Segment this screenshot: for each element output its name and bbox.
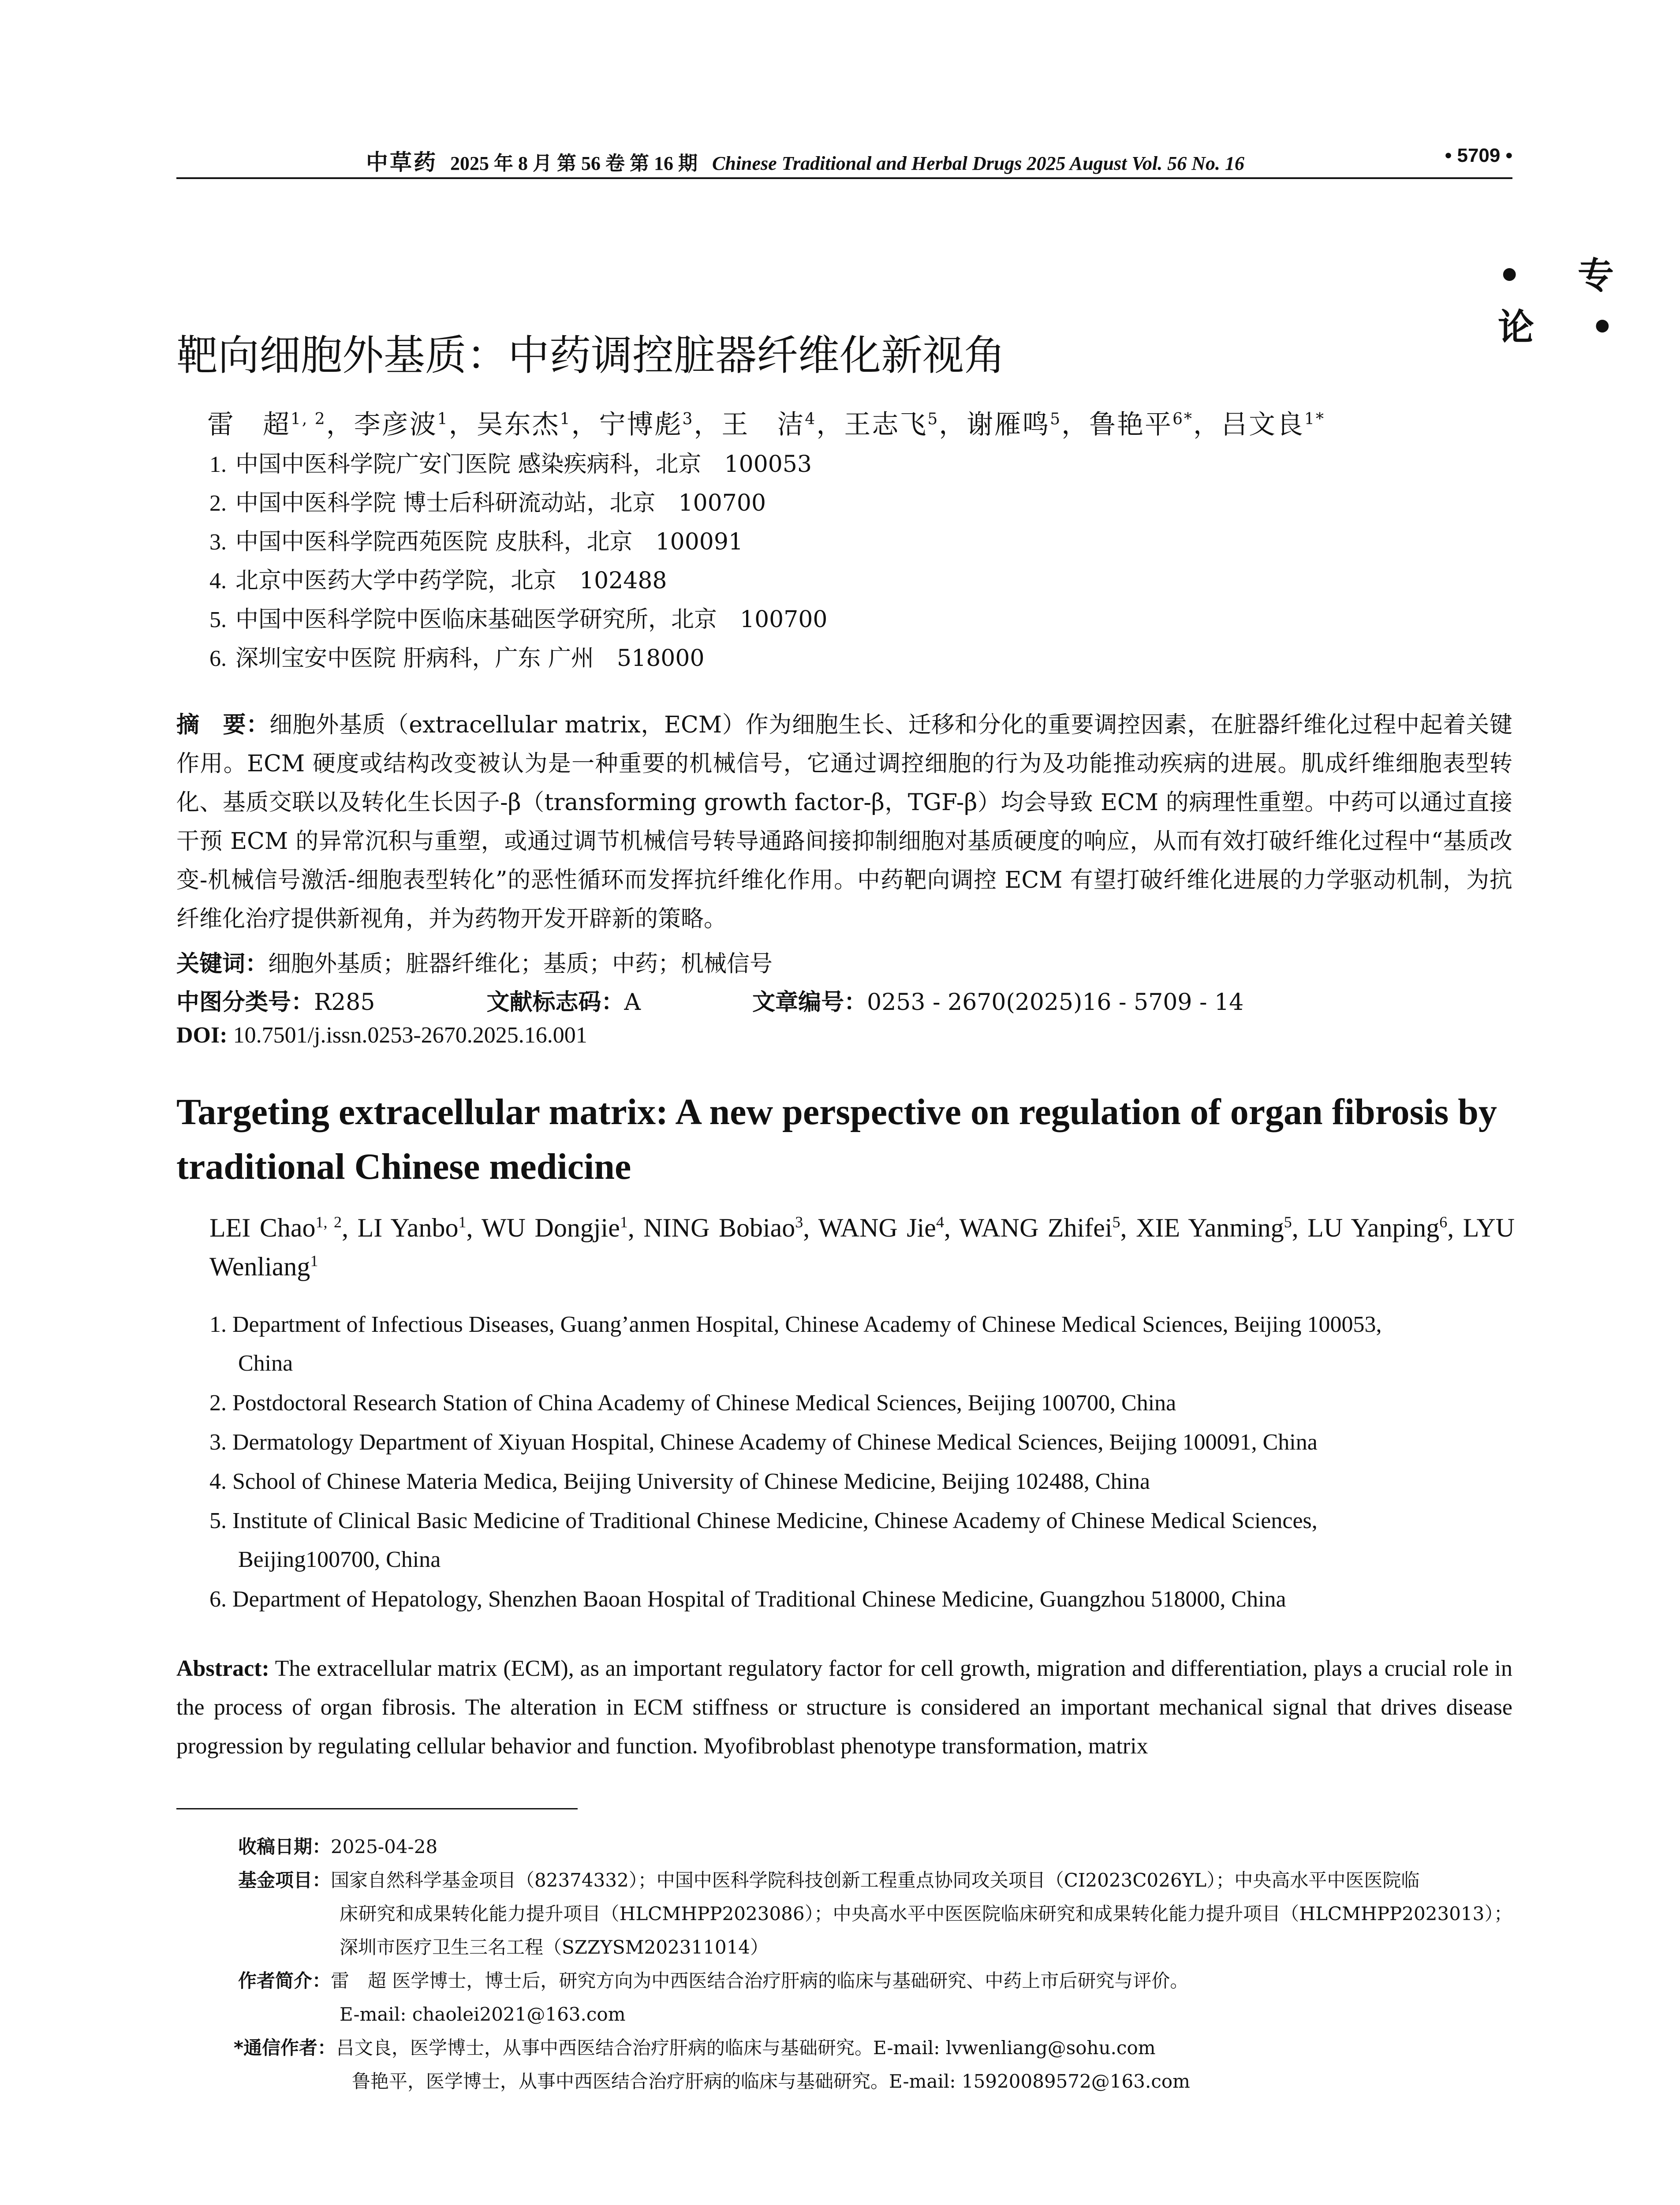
affiliation-cn (209, 639, 705, 673)
author-affiliation-mark: 1 (620, 1213, 628, 1231)
page-number: • 5709 • (1445, 145, 1512, 166)
author-affiliation-mark: 5 (1112, 1213, 1120, 1231)
author-affiliation-mark: 3 (682, 410, 694, 428)
affiliation-number: 5. (209, 607, 227, 632)
author: 宁博彪 (599, 409, 683, 440)
affiliation-text: 深圳宝安中医院 肝病科，广东 广州 518000 (235, 645, 705, 672)
affiliation-cn (209, 523, 743, 556)
journal-name-en: Chinese Traditional and Herbal Drugs 2025 August Vol. 56 No. 16 (712, 153, 1244, 174)
author-email: E-mail: chaolei2021@163.com (340, 2003, 626, 2025)
corr-2: 鲁艳平，医学博士，从事中西医结合治疗肝病的临床与基础研究。E-mail: 15920089572@163.com (352, 2070, 1190, 2092)
title-cn: 靶向细胞外基质：中药调控脏器纤维化新视角 (176, 332, 1006, 380)
affiliation-cn (209, 601, 828, 634)
doc-value: A (624, 989, 641, 1016)
doc-label: 文献标志码： (486, 989, 624, 1016)
affiliation-number: 2. (209, 491, 227, 516)
authors-cn: 雷 超$^{1, 2}$，李彦波$^1$，吴东杰$^1$，宁博彪$^3$，王 洁$^4$，王志飞$^5$，谢雁鸣$^5$，鲁艳平$^{6*}$，吕文良$^{1*}$ (207, 409, 1325, 440)
clc-value: R285 (314, 989, 375, 1016)
author-affiliation-mark: 5 (927, 410, 939, 428)
fund-first: 国家自然科学基金项目（82374332）；中国中医科学院科技创新工程重点协同攻关项目（CI2023C026YL）；中央高水平中医医院临 (331, 1869, 1420, 1891)
affiliation-en-text: 5. Institute of Clinical Basic Medicine of Traditional Chinese Medicine, Chinese Academy of Chinese Medical Sciences, (209, 1508, 1318, 1533)
affiliation-text: 中国中医科学院 博士后科研流动站，北京 100700 (235, 490, 766, 516)
abstract-en (176, 1649, 1512, 1766)
author: LYU Wenliang (209, 1213, 1515, 1281)
author-text: 雷 超 医学博士，博士后，研究方向为中西医结合治疗肝病的临床与基础研究、中药上市后研究与评价。 (331, 1970, 1189, 1992)
affiliation-text: 中国中医科学院西苑医院 皮肤科，北京 100091 (235, 529, 743, 555)
doi-label: DOI: (176, 1023, 228, 1048)
author: WANG Jie (818, 1213, 936, 1242)
affiliation-en (209, 1423, 1515, 1462)
affiliation-en-continued: China (238, 1351, 293, 1376)
footnote-author (238, 1964, 1512, 2031)
author-affiliation-mark: 1 (310, 1252, 318, 1270)
author-affiliation-mark: 1 (437, 410, 449, 428)
article-value: 0253 - 2670(2025)16 - 5709 - 14 (867, 989, 1244, 1016)
affiliation-number: 4. (209, 568, 227, 594)
author-affiliation-mark: 6* (1172, 410, 1194, 428)
affiliation-en-continued: Beijing100700, China (238, 1547, 441, 1572)
fund-label: 基金项目： (238, 1869, 331, 1891)
author-affiliation-mark: 5 (1050, 410, 1062, 428)
author-affiliation-mark: 1, 2 (315, 1213, 342, 1231)
author: LU Yanping (1307, 1213, 1440, 1242)
keywords-cn-label: 关键词： (176, 951, 269, 977)
author-affiliation-mark: 1 (458, 1213, 467, 1231)
author: 谢雁鸣 (967, 409, 1050, 440)
running-header (176, 145, 1512, 180)
affiliation-en-text: 6. Department of Hepatology, Shenzhen Baoan Hospital of Traditional Chinese Medicine, Guangzhou 518000, China (209, 1587, 1286, 1612)
received-label: 收稿日期： (238, 1836, 331, 1857)
journal-name-cn: 中草药 (366, 149, 437, 175)
author: WANG Zhifei (959, 1213, 1113, 1242)
abstract-en-label: Abstract: (176, 1656, 269, 1681)
author: XIE Yanming (1136, 1213, 1284, 1242)
affiliation-number: 3. (209, 530, 227, 555)
author: NING Bobiao (643, 1213, 795, 1242)
keywords-cn-text: 细胞外基质；脏器纤维化；基质；中药；机械信号 (268, 951, 773, 977)
corr-label: *通信作者： (234, 2037, 336, 2059)
doi-value: 10.7501/j.issn.0253-2670.2025.16.001 (233, 1023, 587, 1048)
issue-cn: 2025 年 8 月 第 56 卷 第 16 期 (450, 153, 698, 174)
doi-line (176, 1022, 587, 1048)
footnote-fund (238, 1864, 1512, 1964)
author: 雷 超 (207, 409, 291, 440)
keywords-cn (176, 945, 1512, 983)
author-affiliation-mark: 5 (1284, 1213, 1292, 1231)
affiliation-en-text: 1. Department of Infectious Diseases, Guang’anmen Hospital, Chinese Academy of Chinese Medical Sciences, Beijing 100053, (209, 1312, 1382, 1337)
authors-en: LEI Chao$^{1, 2}$, LI Yanbo$^1$, WU Dongjie$^1$, NING Bobiao$^3$, WANG Jie$^4$, WANG Zhifei$^5$, XIE Yanming$^5$, LU Yanping$^6$, LYU Wenliang$^1$ (209, 1213, 1515, 1281)
author: 吴东杰 (476, 409, 560, 440)
author-affiliation-mark: 3 (795, 1213, 803, 1231)
affiliation-en-text: 4. School of Chinese Materia Medica, Beijing University of Chinese Medicine, Beijing 102488, China (209, 1469, 1150, 1494)
footnote-corresponding (234, 2031, 1508, 2098)
abstract-cn-label: 摘 要： (176, 712, 269, 738)
received-date: 2025-04-28 (331, 1836, 438, 1857)
author: LEI Chao (209, 1213, 316, 1242)
affiliation-en-text: 2. Postdoctoral Research Station of China Academy of Chinese Medical Sciences, Beijing 100700, China (209, 1390, 1176, 1416)
affiliation-en (209, 1384, 1515, 1423)
author: 鲁艳平 (1089, 409, 1173, 440)
affiliation-text: 中国中医科学院广安门医院 感染疾病科，北京 100053 (235, 451, 812, 478)
meta-line (176, 983, 1243, 1017)
abstract-en-text: The extracellular matrix (ECM), as an important regulatory factor for cell growth, migration and differentiation, plays a crucial role in the process of organ fibrosis. The alteration in ECM stiffness or structure is considered an important mechanical signal that drives disease progression by regulating cellular behavior and function. Myofibroblast phenotype transformation, matrix (176, 1656, 1512, 1759)
author: 吕文良 (1221, 409, 1305, 440)
affiliation-en (209, 1305, 1515, 1383)
column-label: • 专 论 • (1498, 254, 1636, 348)
author-affiliation-mark: 6 (1439, 1213, 1448, 1231)
author: LI Yanbo (357, 1213, 459, 1242)
abstract-cn-text: 细胞外基质（extracellular matrix，ECM）作为细胞生长、迁移和分化的重要调控因素，在脏器纤维化过程中起着关键作用。ECM 硬度或结构改变被认为是一种重要的机械信号，它通过调控细胞的行为及功能推动疾病的进展。肌成纤维细胞表型转化、基质交联以及转化生长因子-β（transforming growth factor-β，TGF-β）均会导致 ECM 的病理性重塑。中药可以通过直接干预 ECM 的异常沉积与重塑，或通过调节机械信号转导通路间接抑制细胞对基质硬度的响应，从而有效打破纤维化过程中“基质改变-机械信号激活-细胞表型转化”的恶性循环而发挥抗纤维化作用。中药靶向调控 ECM 有望打破纤维化进展的力学驱动机制，为抗纤维化治疗提供新视角，并为药物开发开辟新的策略。 (176, 712, 1512, 932)
author: 王志飞 (844, 409, 928, 440)
author-affiliation-mark: 4 (805, 410, 817, 428)
author: 李彦波 (354, 409, 437, 440)
clc-label: 中图分类号： (176, 989, 314, 1016)
affiliation-number: 1. (209, 452, 227, 477)
author-label: 作者简介： (238, 1970, 331, 1992)
affiliation-text: 北京中医药大学中药学院，北京 102488 (235, 568, 667, 594)
title-en: Targeting extracellular matrix: A new perspective on regulation of organ fibrosis by traditional Chinese medicine (176, 1091, 1497, 1187)
author-affiliation-mark: 1 (560, 410, 571, 428)
journal-line (366, 145, 1244, 176)
abstract-cn (176, 706, 1512, 938)
footnote-rule (176, 1808, 578, 1809)
author-affiliation-mark: 1, 2 (291, 410, 326, 428)
fund-rest: 床研究和成果转化能力提升项目（HLCMHPP2023086）；中央高水平中医医院临床研究和成果转化能力提升项目（HLCMHPP2023013）；深圳市医疗卫生三名工程（SZZYSM202311014） (340, 1903, 1512, 1958)
affiliation-cn (209, 562, 667, 595)
author-affiliation-mark: 1* (1304, 410, 1325, 428)
header-rule (176, 177, 1512, 179)
author-affiliation-mark: 4 (936, 1213, 944, 1231)
corr-1: 吕文良，医学博士，从事中西医结合治疗肝病的临床与基础研究。E-mail: lvwenliang@sohu.com (336, 2037, 1156, 2059)
affiliation-en (209, 1502, 1515, 1579)
article-label: 文章编号： (752, 989, 867, 1016)
affiliation-number: 6. (209, 646, 227, 671)
affiliation-cn (209, 445, 812, 478)
affiliation-en-text: 3. Dermatology Department of Xiyuan Hospital, Chinese Academy of Chinese Medical Sciences, Beijing 100091, China (209, 1430, 1318, 1455)
affiliation-en (209, 1580, 1515, 1619)
author: 王 洁 (721, 409, 805, 440)
footnote-received (238, 1830, 1512, 1864)
affiliation-cn (209, 484, 766, 517)
affiliation-text: 中国中医科学院中医临床基础医学研究所，北京 100700 (235, 606, 828, 633)
affiliation-en (209, 1462, 1515, 1501)
author: WU Dongjie (482, 1213, 620, 1242)
